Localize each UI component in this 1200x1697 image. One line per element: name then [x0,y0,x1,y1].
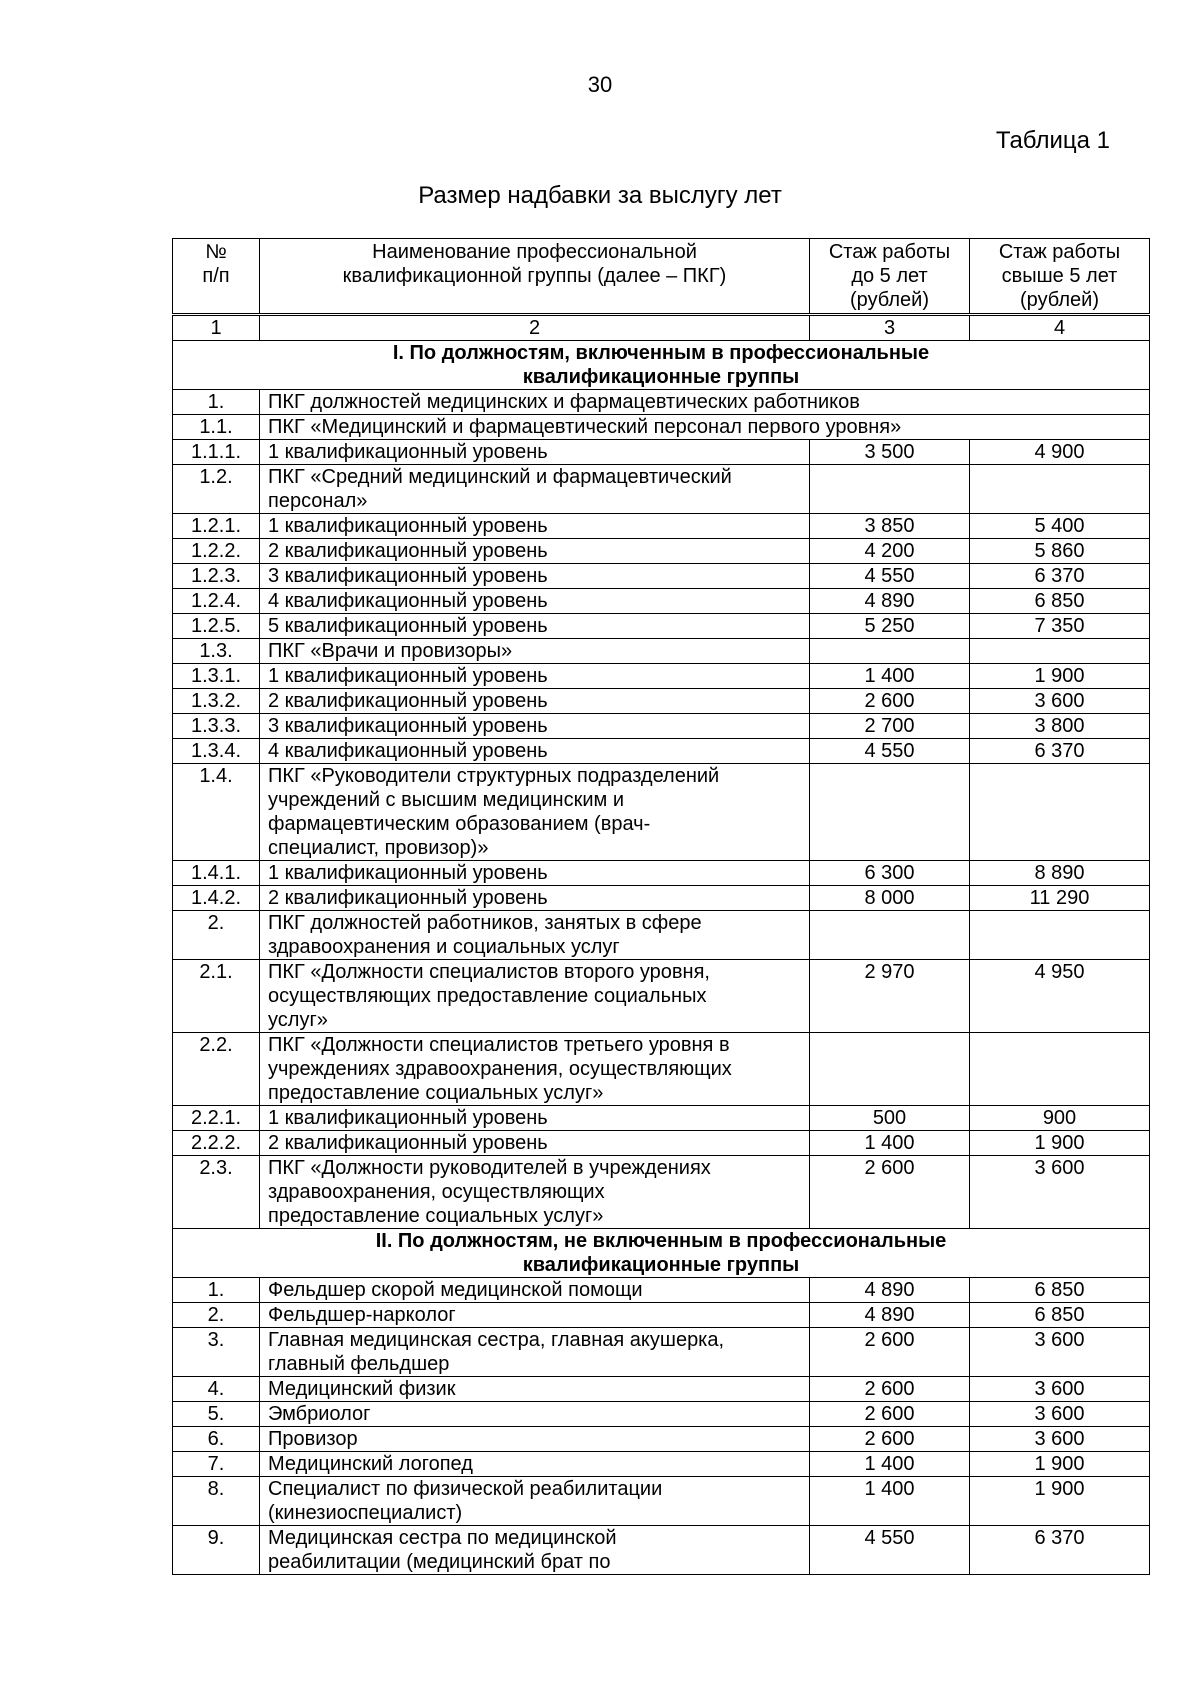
value-under-5-years: 2 970 [810,960,970,1033]
value-under-5-years: 2 600 [810,1427,970,1452]
row-name-line: здравоохранения и социальных услуг [268,936,620,958]
row-name-line: Фельдшер-нарколог [268,1304,456,1326]
table-row [173,1303,1150,1328]
value-under-5-years: 6 300 [810,861,970,886]
value-under-5-years: 3 500 [810,440,970,465]
value-over-5-years: 5 400 [970,514,1150,539]
row-number: 1. [173,390,260,415]
row-name [260,589,810,614]
table-row [173,764,1150,861]
value-over-5-years: 3 600 [970,1402,1150,1427]
row-name [260,465,810,514]
value-under-5-years: 1 400 [810,1452,970,1477]
row-number: 1. [173,1278,260,1303]
row-name-line: услуг» [268,1009,328,1031]
header-over5-line: свыше 5 лет [1001,265,1118,287]
row-name-line: Главная медицинская сестра, главная акушерка, [268,1329,725,1351]
row-name-line: Провизор [268,1428,358,1450]
row-name [260,1131,810,1156]
section-heading-line: II. По должностям, не включенным в профессиональные [375,1230,947,1252]
row-name [260,1106,810,1131]
value-over-5-years: 900 [970,1106,1150,1131]
table-row [173,960,1150,1033]
row-name-line: здравоохранения, осуществляющих [268,1181,605,1203]
column-number: 3 [810,316,970,341]
header-num-line: № [205,241,227,263]
table-row [173,539,1150,564]
value-over-5-years: 6 370 [970,1526,1150,1575]
header-under5-line: Стаж работы [828,241,951,263]
row-name [260,614,810,639]
row-number: 2.1. [173,960,260,1033]
header-over5-line: (рублей) [1020,289,1099,311]
row-name-line: предоставление социальных услуг» [268,1082,604,1104]
table-row [173,589,1150,614]
table-row [173,1328,1150,1377]
row-name-line: ПКГ «Должности специалистов второго уровня, [268,961,710,983]
row-name [260,564,810,589]
table-row [173,1526,1150,1575]
header-num [173,239,260,314]
section-heading [173,341,1150,390]
value-over-5-years [970,764,1150,861]
value-over-5-years: 3 800 [970,714,1150,739]
row-name [260,440,810,465]
page-number: 30 [587,72,613,97]
value-over-5-years: 6 850 [970,589,1150,614]
table-body [173,316,1150,1575]
header-name [260,239,810,314]
table-row [173,664,1150,689]
row-number: 1.3.1. [173,664,260,689]
row-name-line: специалист, провизор)» [268,837,489,859]
row-name-line: 2 квалификационный уровень [268,887,548,909]
value-over-5-years: 1 900 [970,664,1150,689]
row-name [260,415,1150,440]
value-over-5-years: 3 600 [970,1377,1150,1402]
row-name [260,1156,810,1229]
value-under-5-years: 500 [810,1106,970,1131]
value-under-5-years: 2 700 [810,714,970,739]
allowance-table [172,315,1150,1575]
value-over-5-years: 6 850 [970,1303,1150,1328]
row-name-line: 4 квалификационный уровень [268,590,548,612]
value-under-5-years [810,911,970,960]
value-over-5-years: 5 860 [970,539,1150,564]
row-name-line: осуществляющих предоставление социальных [268,985,707,1007]
column-number-row [173,316,1150,341]
value-over-5-years: 1 900 [970,1131,1150,1156]
row-name [260,1477,810,1526]
row-name [260,714,810,739]
row-name-line: учреждений с высшим медицинским и [268,789,624,811]
table-row [173,415,1150,440]
row-name [260,1427,810,1452]
table-row [173,886,1150,911]
row-name-line: ПКГ «Медицинский и фармацевтический персонал первого уровня» [268,416,902,438]
row-name [260,739,810,764]
row-name-line: 1 квалификационный уровень [268,665,548,687]
row-name-line: предоставление социальных услуг» [268,1205,604,1227]
row-number: 5. [173,1402,260,1427]
table-row [173,514,1150,539]
table-row [173,564,1150,589]
table-row [173,1402,1150,1427]
value-under-5-years [810,465,970,514]
row-name [260,1526,810,1575]
row-number: 1.2.1. [173,514,260,539]
header-num-line: п/п [202,265,230,287]
row-name [260,1377,810,1402]
row-number: 8. [173,1477,260,1526]
row-number: 9. [173,1526,260,1575]
row-name [260,911,810,960]
row-name [260,1033,810,1106]
row-number: 4. [173,1377,260,1402]
value-under-5-years [810,764,970,861]
section-row [173,1229,1150,1278]
row-name [260,1278,810,1303]
row-number: 2.2. [173,1033,260,1106]
row-name-line: Медицинская сестра по медицинской [268,1527,617,1549]
row-number: 7. [173,1452,260,1477]
table-row [173,689,1150,714]
value-under-5-years: 4 890 [810,589,970,614]
row-name-line: ПКГ «Руководители структурных подразделений [268,765,720,787]
row-name-line: Специалист по физической реабилитации [268,1478,663,1500]
table-row [173,1106,1150,1131]
table-row [173,1452,1150,1477]
value-over-5-years [970,465,1150,514]
row-name-line: 3 квалификационный уровень [268,565,548,587]
table-row [173,1427,1150,1452]
table-row [173,1377,1150,1402]
row-number: 1.4.2. [173,886,260,911]
row-number: 1.3.4. [173,739,260,764]
row-name-line: 1 квалификационный уровень [268,862,548,884]
row-name [260,960,810,1033]
row-name [260,514,810,539]
row-name-line: фармацевтическим образованием (врач- [268,813,651,835]
value-over-5-years: 7 350 [970,614,1150,639]
table-row [173,639,1150,664]
value-under-5-years: 5 250 [810,614,970,639]
row-name-line: 2 квалификационный уровень [268,690,548,712]
row-name [260,1303,810,1328]
value-under-5-years [810,639,970,664]
row-name-line: Фельдшер скорой медицинской помощи [268,1279,643,1301]
row-name [260,539,810,564]
row-number: 1.2.3. [173,564,260,589]
row-number: 1.4. [173,764,260,861]
value-under-5-years: 4 550 [810,1526,970,1575]
row-number: 1.2.2. [173,539,260,564]
value-over-5-years: 11 290 [970,886,1150,911]
row-number: 1.3.2. [173,689,260,714]
row-name [260,861,810,886]
table-row [173,390,1150,415]
value-under-5-years: 2 600 [810,1377,970,1402]
value-under-5-years: 4 550 [810,739,970,764]
value-over-5-years: 4 950 [970,960,1150,1033]
value-over-5-years: 8 890 [970,861,1150,886]
value-over-5-years: 1 900 [970,1452,1150,1477]
row-name [260,1452,810,1477]
row-name-line: ПКГ «Должности специалистов третьего уровня в [268,1034,730,1056]
value-over-5-years: 3 600 [970,1328,1150,1377]
row-number: 2.3. [173,1156,260,1229]
value-under-5-years: 1 400 [810,1131,970,1156]
table-row [173,861,1150,886]
row-name-line: Медицинский логопед [268,1453,473,1475]
row-name-line: Эмбриолог [268,1403,371,1425]
value-over-5-years: 3 600 [970,1427,1150,1452]
row-name [260,639,810,664]
row-name-line: 2 квалификационный уровень [268,1132,548,1154]
section-heading [173,1229,1150,1278]
section-heading-line: I. По должностям, включенным в профессиональные [392,342,930,364]
column-number: 2 [260,316,810,341]
table-row [173,1477,1150,1526]
value-under-5-years: 4 200 [810,539,970,564]
row-name-line: ПКГ должностей медицинских и фармацевтических работников [268,391,860,413]
table-row [173,614,1150,639]
table-row [173,714,1150,739]
row-number: 1.2.5. [173,614,260,639]
column-number: 1 [173,316,260,341]
row-name-line: персонал» [268,490,368,512]
row-name-line: 1 квалификационный уровень [268,441,548,463]
row-name-line: 3 квалификационный уровень [268,715,548,737]
value-over-5-years [970,639,1150,664]
row-name-line: ПКГ должностей работников, занятых в сфере [268,912,702,934]
table-row [173,1131,1150,1156]
row-name-line: (кинезиоспециалист) [268,1502,463,1524]
row-number: 3. [173,1328,260,1377]
value-over-5-years: 3 600 [970,1156,1150,1229]
table-header [172,238,1150,314]
row-name [260,1402,810,1427]
column-number: 4 [970,316,1150,341]
row-name-line: реабилитации (медицинский брат по [268,1551,611,1573]
row-number: 2. [173,1303,260,1328]
section-row [173,341,1150,390]
header-over5-line: Стаж работы [998,241,1121,263]
value-over-5-years [970,911,1150,960]
row-number: 6. [173,1427,260,1452]
row-number: 1.3. [173,639,260,664]
table-row [173,1156,1150,1229]
table-row [173,911,1150,960]
header-name-line: Наименование профессиональной [372,241,697,263]
row-name-line: Медицинский физик [268,1378,456,1400]
table-row [173,739,1150,764]
row-name-line: 5 квалификационный уровень [268,615,548,637]
row-number: 1.1. [173,415,260,440]
value-under-5-years: 1 400 [810,1477,970,1526]
row-name [260,390,1150,415]
value-over-5-years: 6 370 [970,564,1150,589]
header-name-line: квалификационной группы (далее – ПКГ) [342,265,727,287]
value-under-5-years: 8 000 [810,886,970,911]
table-row [173,440,1150,465]
value-over-5-years: 6 850 [970,1278,1150,1303]
header-under5-line: до 5 лет [851,265,928,287]
section-heading-line: квалификационные группы [522,366,800,388]
row-name [260,689,810,714]
row-name-line: ПКГ «Должности руководителей в учреждениях [268,1157,711,1179]
value-under-5-years: 3 850 [810,514,970,539]
row-number: 1.1.1. [173,440,260,465]
value-under-5-years: 4 890 [810,1278,970,1303]
value-under-5-years: 4 890 [810,1303,970,1328]
row-name [260,886,810,911]
value-under-5-years: 4 550 [810,564,970,589]
value-under-5-years: 2 600 [810,689,970,714]
value-over-5-years: 3 600 [970,689,1150,714]
row-number: 1.4.1. [173,861,260,886]
table-row [173,465,1150,514]
value-under-5-years: 2 600 [810,1402,970,1427]
row-name-line: учреждениях здравоохранения, осуществляющих [268,1058,732,1080]
value-over-5-years: 6 370 [970,739,1150,764]
row-number: 2.2.1. [173,1106,260,1131]
table-row [173,1033,1150,1106]
table-row [173,1278,1150,1303]
row-name [260,664,810,689]
section-heading-line: квалификационные группы [522,1254,800,1276]
value-over-5-years: 1 900 [970,1477,1150,1526]
row-name-line: 4 квалификационный уровень [268,740,548,762]
row-name [260,764,810,861]
value-under-5-years: 2 600 [810,1328,970,1377]
value-under-5-years: 1 400 [810,664,970,689]
table-label: Таблица 1 [995,127,1110,154]
row-number: 2. [173,911,260,960]
document-title: Размер надбавки за выслугу лет [418,182,782,209]
value-over-5-years [970,1033,1150,1106]
header-under5 [810,239,970,314]
row-number: 1.3.3. [173,714,260,739]
row-name-line: 1 квалификационный уровень [268,515,548,537]
row-name-line: ПКГ «Средний медицинский и фармацевтический [268,466,732,488]
row-number: 1.2. [173,465,260,514]
row-name [260,1328,810,1377]
row-name-line: ПКГ «Врачи и провизоры» [268,640,513,662]
row-name-line: 2 квалификационный уровень [268,540,548,562]
header-over5 [970,239,1150,314]
row-name-line: главный фельдшер [268,1353,450,1375]
header-under5-line: (рублей) [850,289,929,311]
row-name-line: 1 квалификационный уровень [268,1107,548,1129]
value-under-5-years: 2 600 [810,1156,970,1229]
value-over-5-years: 4 900 [970,440,1150,465]
value-under-5-years [810,1033,970,1106]
row-number: 2.2.2. [173,1131,260,1156]
row-number: 1.2.4. [173,589,260,614]
header-row [173,239,1150,314]
